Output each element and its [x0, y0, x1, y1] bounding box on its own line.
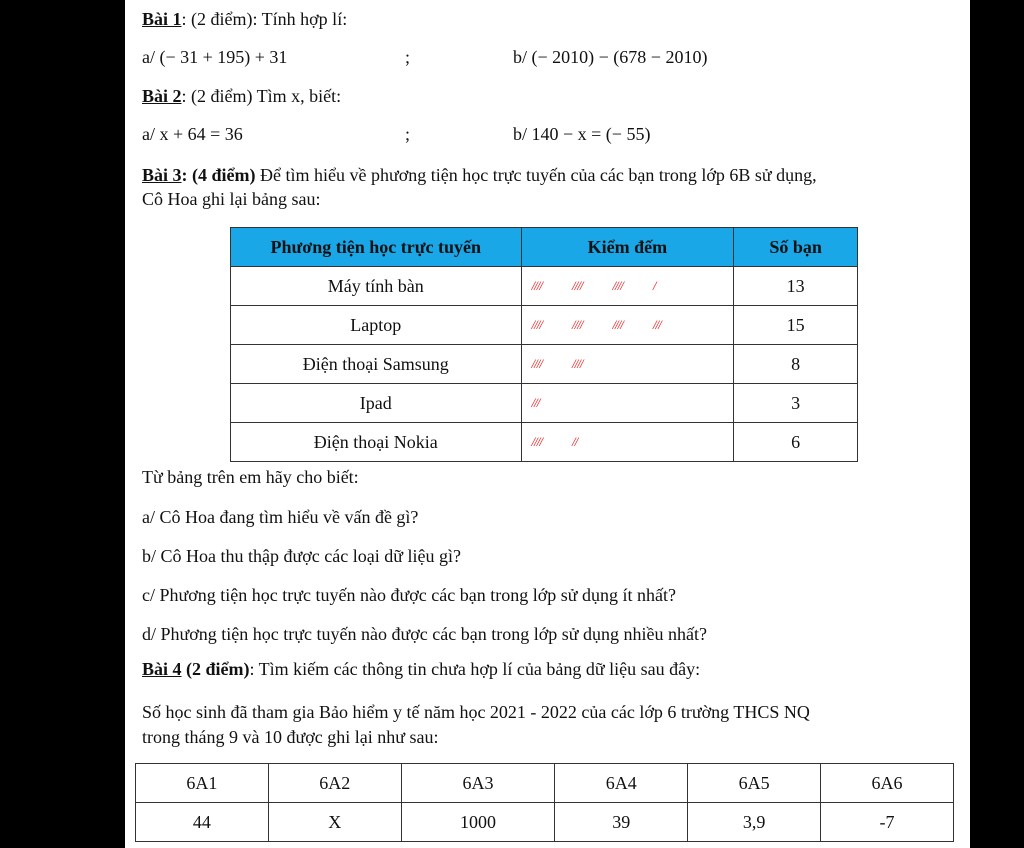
bai3-intro: Từ bảng trên em hãy cho biết:: [142, 467, 359, 487]
tally-row: [231, 423, 858, 462]
bai4-title: [142, 658, 700, 680]
bai1-sep: ;: [405, 47, 411, 67]
bai2-rest: : (2 điểm) Tìm x, biết:: [181, 86, 342, 106]
class-header: 6A3: [401, 764, 555, 803]
class-value: -7: [821, 803, 954, 842]
bai3-title: [142, 164, 817, 186]
tally-table-header: [231, 228, 858, 267]
bai3-rest: Để tìm hiểu về phương tiện học trực tuyến của các bạn trong lớp 6B sử dụng,: [255, 165, 817, 185]
bai2-head: Bài 2: [142, 86, 182, 106]
bai1-rest: : (2 điểm): Tính hợp lí:: [181, 9, 348, 29]
tally-group: ////: [612, 278, 623, 293]
bai4-bold: (2 điểm): [181, 659, 250, 679]
student-count: 13: [734, 267, 858, 306]
class-header: 6A2: [268, 764, 401, 803]
bai2-a: a/ x + 64 = 36: [142, 124, 243, 144]
class-header: 6A4: [555, 764, 688, 803]
bai4-line1: Số học sinh đã tham gia Bảo hiểm y tế năm học 2021 - 2022 của các lớp 6 trường THCS NQ: [142, 702, 810, 722]
header-count: Số bạn: [734, 228, 858, 267]
tally-row: [231, 384, 858, 423]
tally-table: [230, 227, 858, 462]
tally-group: ///: [652, 317, 661, 332]
bai2-title: [142, 85, 341, 107]
insurance-value-row: [136, 803, 954, 842]
bai3-qd: d/ Phương tiện học trực tuyến nào được các bạn trong lớp sử dụng nhiều nhất?: [142, 624, 707, 644]
tally-row: [231, 267, 858, 306]
bai4-head: Bài 4: [142, 659, 182, 679]
tally-row: [231, 345, 858, 384]
class-header: 6A6: [821, 764, 954, 803]
bai2-sep: ;: [405, 124, 411, 144]
tally-group: //: [571, 434, 578, 449]
header-media: Phương tiện học trực tuyến: [231, 228, 522, 267]
insurance-header-row: [136, 764, 954, 803]
tally-group: ////: [531, 317, 542, 332]
worksheet-page: [125, 0, 970, 848]
bai1-head: Bài 1: [142, 9, 182, 29]
student-count: 15: [734, 306, 858, 345]
insurance-table: [135, 763, 954, 842]
tally-group: /: [652, 278, 656, 293]
bai2-b: b/ 140 − x = (− 55): [513, 124, 651, 144]
media-name: Máy tính bàn: [231, 267, 522, 306]
bai3-qa: a/ Cô Hoa đang tìm hiểu về vấn đề gì?: [142, 507, 419, 527]
tally-group: ///: [531, 395, 540, 410]
bai4-line2: trong tháng 9 và 10 được ghi lại như sau:: [142, 727, 439, 747]
tally-group: ////: [531, 434, 542, 449]
header-tally: Kiểm đếm: [521, 228, 734, 267]
bai1-a: a/ (− 31 + 195) + 31: [142, 47, 288, 67]
media-name: Điện thoại Samsung: [231, 345, 522, 384]
bai4-rest: : Tìm kiếm các thông tin chưa hợp lí của bảng dữ liệu sau đây:: [249, 659, 701, 679]
bai3-line2: Cô Hoa ghi lại bảng sau:: [142, 189, 321, 209]
student-count: 3: [734, 384, 858, 423]
media-name: Laptop: [231, 306, 522, 345]
class-value: 1000: [401, 803, 555, 842]
class-value: 44: [136, 803, 269, 842]
class-value: X: [268, 803, 401, 842]
bai3-qb: b/ Cô Hoa thu thập được các loại dữ liệu gì?: [142, 546, 461, 566]
tally-group: ////: [531, 278, 542, 293]
student-count: 8: [734, 345, 858, 384]
bai3-head: Bài 3: [142, 165, 182, 185]
bai1-b: b/ (− 2010) − (678 − 2010): [513, 47, 708, 67]
media-name: Ipad: [231, 384, 522, 423]
tally-marks: [521, 306, 734, 345]
bai1-title: [142, 8, 347, 30]
bai3-bold: : (4 điểm): [181, 165, 256, 185]
class-header: 6A1: [136, 764, 269, 803]
tally-group: ////: [612, 317, 623, 332]
tally-marks: [521, 267, 734, 306]
tally-marks: [521, 423, 734, 462]
class-header: 6A5: [688, 764, 821, 803]
student-count: 6: [734, 423, 858, 462]
tally-group: ////: [571, 317, 583, 332]
tally-marks: [521, 345, 734, 384]
tally-marks: [521, 384, 734, 423]
class-value: 3,9: [688, 803, 821, 842]
bai3-qc: c/ Phương tiện học trực tuyến nào được các bạn trong lớp sử dụng ít nhất?: [142, 585, 676, 605]
tally-group: ////: [531, 356, 542, 371]
tally-group: ////: [571, 278, 583, 293]
media-name: Điện thoại Nokia: [231, 423, 522, 462]
tally-row: [231, 306, 858, 345]
tally-group: ////: [571, 356, 583, 371]
class-value: 39: [555, 803, 688, 842]
